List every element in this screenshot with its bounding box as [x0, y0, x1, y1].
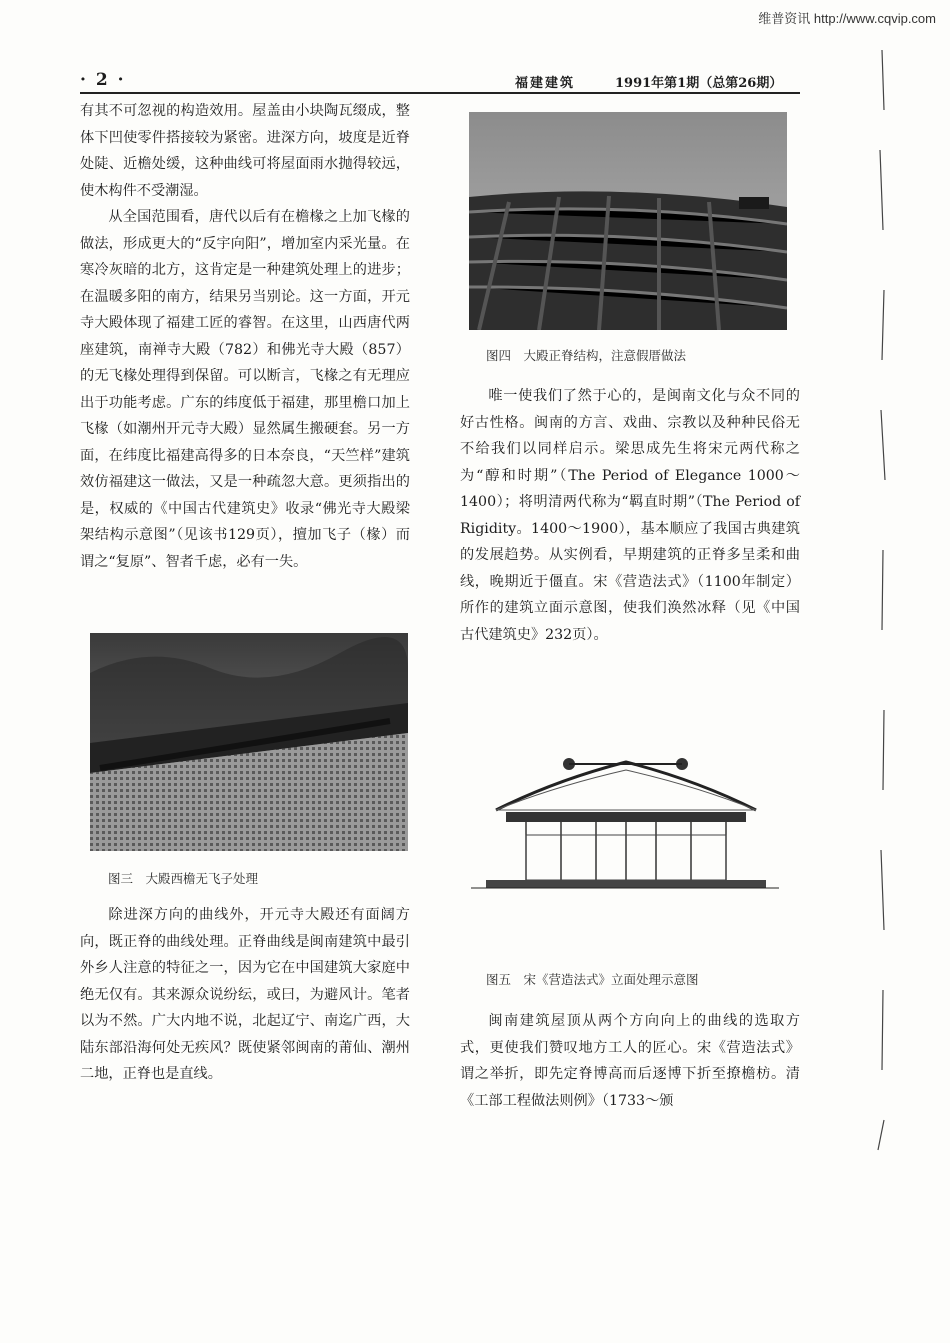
page-header: [80, 70, 800, 94]
scan-edge-marks: [872, 30, 892, 1180]
paragraph: 闽南建筑屋顶从两个方向向上的曲线的选取方式，更使我们赞叹地方工人的匠心。宋《营造法式》谓之举折，即先定脊博高而后逐博下折至撩檐枋。清《工部工程做法则例》（1733～颁: [460, 1013, 800, 1109]
left-column-top: [80, 98, 410, 575]
issue-info: 1991年第1期（总第26期）: [615, 76, 783, 91]
right-column-top: [460, 383, 800, 648]
figure-5-elevation-drawing: [466, 740, 784, 900]
figure-3-caption: 图三 大殿西檐无飞子处理: [108, 871, 259, 886]
figure-5-caption: 图五 宋《营造法式》立面处理示意图: [486, 972, 699, 987]
paragraph: 唯一使我们了然于心的，是闽南文化与众不同的好古性格。闽南的方言、戏曲、宗教以及种种民俗无不给我们以同样启示。梁思成先生将宋元两代称之为“醇和时期”（The Period of Elegance 1000～1400）；将明清两代称为“羁直时期”（The Period of Rigidity。1400～1900），基本顺应了我国古典建筑的发展趋势。从实例看，早期建筑的正脊多呈柔和曲线，晚期近于僵直。宋《营造法式》（1100年制定）所作的建筑立面示意图，使我们涣然冰释（见《中国古代建筑史》232页）。: [460, 388, 800, 643]
figure-4-caption: 图四 大殿正脊结构，注意假厝做法: [486, 348, 687, 363]
page-number: · 2 ·: [80, 70, 126, 90]
left-column-bottom: [80, 902, 410, 1088]
journal-title: 福建建筑: [515, 76, 576, 91]
watermark: 维普资讯 http://www.cqvip.com: [758, 11, 936, 26]
paragraph: 有其不可忽视的构造效用。屋盖由小块陶瓦缀成，整体下凹使零件搭接较为紧密。进深方向，坡度是近脊处陡、近檐处缓，这种曲线可将屋面雨水抛得较远，使木构件不受潮湿。: [80, 103, 410, 199]
figure-4-photo: [469, 112, 787, 330]
paragraph: 从全国范围看，唐代以后有在檐椽之上加飞椽的做法，形成更大的“反宇向阳”，增加室内采光量。在寒冷灰暗的北方，这肯定是一种建筑处理上的进步；在温暖多阳的南方，结果另当别论。这一方面，开元寺大殿体现了福建工匠的睿智。在这里，山西唐代两座建筑，南禅寺大殿（782）和佛光寺大殿（857）的无飞椽处理得到保留。可以断言，飞椽之有无理应出于功能考虑。广东的纬度低于福建，那里檐口加上飞椽（如潮州开元寺大殿）显然属生搬硬套。另一方面，在纬度比福建高得多的日本奈良，“天竺样”建筑效仿福建这一做法，又是一种疏忽大意。更须指出的是，权威的《中国古代建筑史》收录“佛光寺大殿梁架结构示意图”（见该书129页），擅加飞子（椽）而谓之“复原”、智者千虑，必有一失。: [80, 209, 410, 570]
right-column-bottom: [460, 1008, 800, 1114]
paragraph: 除进深方向的曲线外，开元寺大殿还有面阔方向，既正脊的曲线处理。正脊曲线是闽南建筑中最引外乡人注意的特征之一，因为它在中国建筑大家庭中绝无仅有。其来源众说纷纭，或曰，为避风计。笔者以为不然。广大内地不说，北起辽宁、南迄广西，大陆东部沿海何处无疾风？既使紧邻闽南的莆仙、潮州二地，正脊也是直线。: [80, 907, 410, 1082]
figure-3-photo: [90, 633, 408, 851]
